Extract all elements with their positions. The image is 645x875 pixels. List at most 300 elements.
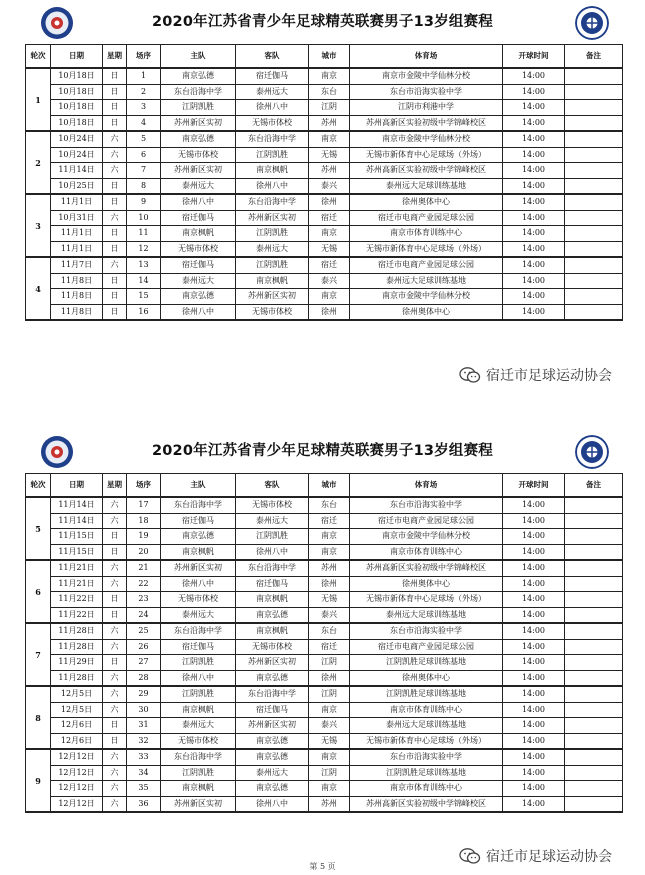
- match-cell: 29: [127, 686, 161, 702]
- venue-cell: 苏州高新区实验初级中学锦峰校区: [350, 560, 503, 576]
- note-cell: [565, 639, 623, 655]
- time-cell: 14:00: [503, 655, 565, 671]
- venue-cell: 东台市沿海实验中学: [350, 497, 503, 513]
- time-cell: 14:00: [503, 702, 565, 718]
- date-cell: 11月15日: [51, 529, 103, 545]
- away-cell: 苏州新区实初: [236, 718, 309, 734]
- note-cell: [565, 513, 623, 529]
- weekday-cell: 日: [103, 289, 127, 305]
- wechat-icon: [459, 366, 481, 384]
- home-cell: 苏州新区实初: [161, 115, 236, 131]
- match-cell: 24: [127, 607, 161, 623]
- weekday-cell: 六: [103, 686, 127, 702]
- note-cell: [565, 623, 623, 639]
- time-cell: 14:00: [503, 257, 565, 273]
- table-row: [26, 257, 623, 273]
- venue-cell: 南京市金陵中学仙林分校: [350, 131, 503, 147]
- time-cell: 14:00: [503, 273, 565, 289]
- venue-cell: 徐州奥体中心: [350, 670, 503, 686]
- match-cell: 19: [127, 529, 161, 545]
- home-cell: 宿迁伽马: [161, 639, 236, 655]
- home-cell: 宿迁伽马: [161, 210, 236, 226]
- away-cell: 苏州新区实初: [236, 289, 309, 305]
- venue-cell: 泰州远大足球训练基地: [350, 718, 503, 734]
- col-header-venue: 体育场: [350, 474, 503, 498]
- city-cell: 苏州: [309, 796, 350, 812]
- date-cell: 12月12日: [51, 749, 103, 765]
- weekday-cell: 日: [103, 733, 127, 749]
- weekday-cell: 六: [103, 210, 127, 226]
- date-cell: 12月5日: [51, 686, 103, 702]
- venue-cell: 东台市沿海实验中学: [350, 84, 503, 100]
- away-cell: 无锡市体校: [236, 115, 309, 131]
- weekday-cell: 六: [103, 765, 127, 781]
- note-cell: [565, 749, 623, 765]
- table-row: [26, 670, 623, 686]
- match-cell: 13: [127, 257, 161, 273]
- date-cell: 11月21日: [51, 560, 103, 576]
- weekday-cell: 六: [103, 781, 127, 797]
- schedule-table: [25, 473, 623, 813]
- away-cell: 南京枫帆: [236, 623, 309, 639]
- city-cell: 南京: [309, 226, 350, 242]
- match-cell: 32: [127, 733, 161, 749]
- time-cell: 14:00: [503, 796, 565, 812]
- venue-cell: 宿迁市电商产业园足球公园: [350, 210, 503, 226]
- city-cell: 南京: [309, 529, 350, 545]
- match-cell: 31: [127, 718, 161, 734]
- venue-cell: 南京市体育训练中心: [350, 702, 503, 718]
- round-cell: 5: [26, 497, 51, 560]
- home-cell: 无锡市体校: [161, 241, 236, 257]
- away-cell: 无锡市体校: [236, 304, 309, 320]
- city-cell: 江阴: [309, 765, 350, 781]
- venue-cell: 苏州高新区实验初级中学锦峰校区: [350, 796, 503, 812]
- date-cell: 10月25日: [51, 178, 103, 194]
- table-row: [26, 544, 623, 560]
- venue-cell: 泰州远大足球训练基地: [350, 178, 503, 194]
- note-cell: [565, 733, 623, 749]
- city-cell: 南京: [309, 289, 350, 305]
- table-row: [26, 226, 623, 242]
- away-cell: 江阴凯胜: [236, 257, 309, 273]
- note-cell: [565, 781, 623, 797]
- time-cell: 14:00: [503, 241, 565, 257]
- note-cell: [565, 147, 623, 163]
- weekday-cell: 六: [103, 560, 127, 576]
- col-header-weekday: 星期: [103, 474, 127, 498]
- col-header-match: 场序: [127, 45, 161, 69]
- match-cell: 26: [127, 639, 161, 655]
- table-header-row: [26, 474, 623, 498]
- col-header-time: 开球时间: [503, 474, 565, 498]
- table-row: [26, 607, 623, 623]
- away-cell: 南京弘德: [236, 749, 309, 765]
- page-title: 2020年江苏省青少年足球精英联赛男子13岁组赛程: [151, 443, 494, 459]
- date-cell: 11月14日: [51, 497, 103, 513]
- home-cell: 无锡市体校: [161, 147, 236, 163]
- home-cell: 宿迁伽马: [161, 513, 236, 529]
- table-row: [26, 576, 623, 592]
- table-row: [26, 529, 623, 545]
- match-cell: 15: [127, 289, 161, 305]
- table-row: [26, 68, 623, 84]
- city-cell: 泰兴: [309, 273, 350, 289]
- home-cell: 南京枫帆: [161, 781, 236, 797]
- table-row: [26, 84, 623, 100]
- association-logo-right-icon: [575, 6, 609, 40]
- home-cell: 南京枫帆: [161, 544, 236, 560]
- date-cell: 10月31日: [51, 210, 103, 226]
- away-cell: 泰州远大: [236, 84, 309, 100]
- date-cell: 11月8日: [51, 304, 103, 320]
- time-cell: 14:00: [503, 607, 565, 623]
- match-cell: 7: [127, 163, 161, 179]
- home-cell: 南京枫帆: [161, 702, 236, 718]
- venue-cell: 泰州远大足球训练基地: [350, 273, 503, 289]
- watermark-text: 宿迁市足球运动协会: [486, 849, 612, 865]
- match-cell: 36: [127, 796, 161, 812]
- weekday-cell: 六: [103, 257, 127, 273]
- table-row: [26, 639, 623, 655]
- venue-cell: 无锡市新体育中心足球场（外场）: [350, 733, 503, 749]
- time-cell: 14:00: [503, 623, 565, 639]
- table-row: [26, 147, 623, 163]
- weekday-cell: 日: [103, 529, 127, 545]
- venue-cell: 南京市金陵中学仙林分校: [350, 289, 503, 305]
- home-cell: 江阴凯胜: [161, 655, 236, 671]
- venue-cell: 南京市体育训练中心: [350, 781, 503, 797]
- note-cell: [565, 273, 623, 289]
- city-cell: 泰兴: [309, 178, 350, 194]
- date-cell: 10月24日: [51, 131, 103, 147]
- table-row: [26, 592, 623, 608]
- venue-cell: 南京市体育训练中心: [350, 226, 503, 242]
- away-cell: 东台沿海中学: [236, 560, 309, 576]
- away-cell: 泰州远大: [236, 241, 309, 257]
- time-cell: 14:00: [503, 304, 565, 320]
- venue-cell: 南京市金陵中学仙林分校: [350, 529, 503, 545]
- home-cell: 无锡市体校: [161, 592, 236, 608]
- home-cell: 东台沿海中学: [161, 84, 236, 100]
- date-cell: 11月14日: [51, 513, 103, 529]
- weekday-cell: 日: [103, 718, 127, 734]
- col-header-city: 城市: [309, 474, 350, 498]
- venue-cell: 东台市沿海实验中学: [350, 623, 503, 639]
- match-cell: 9: [127, 194, 161, 210]
- venue-cell: 江阴市利港中学: [350, 100, 503, 116]
- match-cell: 25: [127, 623, 161, 639]
- col-header-home: 主队: [161, 474, 236, 498]
- city-cell: 泰兴: [309, 607, 350, 623]
- home-cell: 徐州八中: [161, 576, 236, 592]
- time-cell: 14:00: [503, 670, 565, 686]
- city-cell: 东台: [309, 497, 350, 513]
- association-logo-right-icon: [575, 435, 609, 469]
- table-row: [26, 765, 623, 781]
- note-cell: [565, 68, 623, 84]
- away-cell: 苏州新区实初: [236, 210, 309, 226]
- note-cell: [565, 163, 623, 179]
- home-cell: 南京弘德: [161, 529, 236, 545]
- note-cell: [565, 241, 623, 257]
- time-cell: 14:00: [503, 84, 565, 100]
- round-cell: 8: [26, 686, 51, 749]
- table-row: [26, 497, 623, 513]
- city-cell: 南京: [309, 131, 350, 147]
- city-cell: 江阴: [309, 655, 350, 671]
- home-cell: 东台沿海中学: [161, 749, 236, 765]
- match-cell: 20: [127, 544, 161, 560]
- away-cell: 东台沿海中学: [236, 194, 309, 210]
- time-cell: 14:00: [503, 686, 565, 702]
- note-cell: [565, 560, 623, 576]
- weekday-cell: 日: [103, 178, 127, 194]
- note-cell: [565, 765, 623, 781]
- venue-cell: 苏州高新区实验初级中学锦峰校区: [350, 163, 503, 179]
- away-cell: 南京枫帆: [236, 273, 309, 289]
- away-cell: 南京弘德: [236, 781, 309, 797]
- weekday-cell: 六: [103, 576, 127, 592]
- date-cell: 12月12日: [51, 781, 103, 797]
- col-header-city: 城市: [309, 45, 350, 69]
- city-cell: 江阴: [309, 686, 350, 702]
- city-cell: 宿迁: [309, 639, 350, 655]
- away-cell: 泰州远大: [236, 513, 309, 529]
- weekday-cell: 日: [103, 194, 127, 210]
- away-cell: 无锡市体校: [236, 497, 309, 513]
- date-cell: 10月18日: [51, 84, 103, 100]
- match-cell: 35: [127, 781, 161, 797]
- round-cell: 9: [26, 749, 51, 812]
- note-cell: [565, 257, 623, 273]
- home-cell: 无锡市体校: [161, 733, 236, 749]
- city-cell: 南京: [309, 68, 350, 84]
- weekday-cell: 日: [103, 607, 127, 623]
- venue-cell: 东台市沿海实验中学: [350, 749, 503, 765]
- table-row: [26, 273, 623, 289]
- col-header-weekday: 星期: [103, 45, 127, 69]
- away-cell: 东台沿海中学: [236, 686, 309, 702]
- city-cell: 宿迁: [309, 210, 350, 226]
- away-cell: 江阴凯胜: [236, 529, 309, 545]
- col-header-time: 开球时间: [503, 45, 565, 69]
- venue-cell: 宿迁市电商产业园足球公园: [350, 639, 503, 655]
- home-cell: 泰州远大: [161, 178, 236, 194]
- venue-cell: 宿迁市电商产业园足球公园: [350, 513, 503, 529]
- page-title: 2020年江苏省青少年足球精英联赛男子13岁组赛程: [151, 14, 494, 30]
- time-cell: 14:00: [503, 781, 565, 797]
- table-row: [26, 513, 623, 529]
- city-cell: 泰兴: [309, 718, 350, 734]
- match-cell: 16: [127, 304, 161, 320]
- away-cell: 南京弘德: [236, 733, 309, 749]
- table-row: [26, 655, 623, 671]
- table-row: [26, 210, 623, 226]
- time-cell: 14:00: [503, 765, 565, 781]
- time-cell: 14:00: [503, 560, 565, 576]
- time-cell: 14:00: [503, 576, 565, 592]
- match-cell: 17: [127, 497, 161, 513]
- watermark: [459, 365, 612, 385]
- time-cell: 14:00: [503, 544, 565, 560]
- col-header-away: 客队: [236, 474, 309, 498]
- weekday-cell: 六: [103, 163, 127, 179]
- weekday-cell: 日: [103, 592, 127, 608]
- time-cell: 14:00: [503, 210, 565, 226]
- date-cell: 11月29日: [51, 655, 103, 671]
- date-cell: 11月7日: [51, 257, 103, 273]
- city-cell: 江阴: [309, 100, 350, 116]
- weekday-cell: 六: [103, 513, 127, 529]
- table-row: [26, 178, 623, 194]
- match-cell: 4: [127, 115, 161, 131]
- away-cell: 江阴凯胜: [236, 226, 309, 242]
- note-cell: [565, 226, 623, 242]
- home-cell: 徐州八中: [161, 670, 236, 686]
- note-cell: [565, 115, 623, 131]
- note-cell: [565, 592, 623, 608]
- note-cell: [565, 718, 623, 734]
- city-cell: 东台: [309, 84, 350, 100]
- date-cell: 11月8日: [51, 273, 103, 289]
- home-cell: 南京枫帆: [161, 226, 236, 242]
- col-header-match: 场序: [127, 474, 161, 498]
- match-cell: 1: [127, 68, 161, 84]
- venue-cell: 泰州远大足球训练基地: [350, 607, 503, 623]
- away-cell: 徐州八中: [236, 544, 309, 560]
- date-cell: 11月22日: [51, 607, 103, 623]
- note-cell: [565, 607, 623, 623]
- note-cell: [565, 289, 623, 305]
- away-cell: 无锡市体校: [236, 639, 309, 655]
- date-cell: 11月15日: [51, 544, 103, 560]
- table-row: [26, 100, 623, 116]
- date-cell: 11月21日: [51, 576, 103, 592]
- city-cell: 无锡: [309, 733, 350, 749]
- match-cell: 5: [127, 131, 161, 147]
- note-cell: [565, 655, 623, 671]
- weekday-cell: 日: [103, 241, 127, 257]
- date-cell: 11月22日: [51, 592, 103, 608]
- away-cell: 徐州八中: [236, 100, 309, 116]
- weekday-cell: 日: [103, 100, 127, 116]
- weekday-cell: 日: [103, 115, 127, 131]
- table-row: [26, 733, 623, 749]
- watermark-text: 宿迁市足球运动协会: [486, 368, 612, 384]
- note-cell: [565, 497, 623, 513]
- table-row: [26, 781, 623, 797]
- venue-cell: 江阴凯胜足球训练基地: [350, 655, 503, 671]
- date-cell: 11月1日: [51, 241, 103, 257]
- weekday-cell: 六: [103, 623, 127, 639]
- time-cell: 14:00: [503, 226, 565, 242]
- table-row: [26, 560, 623, 576]
- note-cell: [565, 576, 623, 592]
- note-cell: [565, 304, 623, 320]
- table-row: [26, 718, 623, 734]
- away-cell: 徐州八中: [236, 796, 309, 812]
- time-cell: 14:00: [503, 194, 565, 210]
- round-cell: 6: [26, 560, 51, 623]
- time-cell: 14:00: [503, 147, 565, 163]
- home-cell: 东台沿海中学: [161, 623, 236, 639]
- weekday-cell: 日: [103, 273, 127, 289]
- weekday-cell: 日: [103, 84, 127, 100]
- table-row: [26, 623, 623, 639]
- venue-cell: 苏州高新区实验初级中学锦峰校区: [350, 115, 503, 131]
- round-cell: 7: [26, 623, 51, 686]
- note-cell: [565, 194, 623, 210]
- date-cell: 11月1日: [51, 194, 103, 210]
- col-header-round: 轮次: [26, 45, 51, 69]
- away-cell: 泰州远大: [236, 765, 309, 781]
- match-cell: 27: [127, 655, 161, 671]
- date-cell: 12月6日: [51, 733, 103, 749]
- table-row: [26, 163, 623, 179]
- col-header-venue: 体育场: [350, 45, 503, 69]
- match-cell: 18: [127, 513, 161, 529]
- match-cell: 12: [127, 241, 161, 257]
- note-cell: [565, 178, 623, 194]
- weekday-cell: 六: [103, 497, 127, 513]
- home-cell: 江阴凯胜: [161, 765, 236, 781]
- col-header-date: 日期: [51, 474, 103, 498]
- away-cell: 南京弘德: [236, 607, 309, 623]
- note-cell: [565, 670, 623, 686]
- col-header-note: 备注: [565, 45, 623, 69]
- match-cell: 34: [127, 765, 161, 781]
- home-cell: 南京弘德: [161, 131, 236, 147]
- table-row: [26, 686, 623, 702]
- city-cell: 无锡: [309, 147, 350, 163]
- home-cell: 泰州远大: [161, 718, 236, 734]
- city-cell: 宿迁: [309, 513, 350, 529]
- away-cell: 南京枫帆: [236, 592, 309, 608]
- city-cell: 徐州: [309, 304, 350, 320]
- weekday-cell: 六: [103, 131, 127, 147]
- round-cell: 3: [26, 194, 51, 257]
- away-cell: 宿迁伽马: [236, 702, 309, 718]
- date-cell: 10月18日: [51, 68, 103, 84]
- away-cell: 江阴凯胜: [236, 147, 309, 163]
- note-cell: [565, 100, 623, 116]
- match-cell: 14: [127, 273, 161, 289]
- venue-cell: 徐州奥体中心: [350, 194, 503, 210]
- time-cell: 14:00: [503, 749, 565, 765]
- weekday-cell: 六: [103, 749, 127, 765]
- city-cell: 苏州: [309, 163, 350, 179]
- home-cell: 苏州新区实初: [161, 163, 236, 179]
- round-cell: 4: [26, 257, 51, 320]
- table-row: [26, 796, 623, 812]
- col-header-note: 备注: [565, 474, 623, 498]
- venue-cell: 南京市体育训练中心: [350, 544, 503, 560]
- city-cell: 南京: [309, 544, 350, 560]
- venue-cell: 徐州奥体中心: [350, 576, 503, 592]
- match-cell: 21: [127, 560, 161, 576]
- venue-cell: 无锡市新体育中心足球场（外场）: [350, 147, 503, 163]
- table-row: [26, 194, 623, 210]
- note-cell: [565, 84, 623, 100]
- home-cell: 徐州八中: [161, 304, 236, 320]
- col-header-round: 轮次: [26, 474, 51, 498]
- table-header-row: [26, 45, 623, 69]
- date-cell: 10月18日: [51, 115, 103, 131]
- match-cell: 6: [127, 147, 161, 163]
- weekday-cell: 六: [103, 702, 127, 718]
- match-cell: 22: [127, 576, 161, 592]
